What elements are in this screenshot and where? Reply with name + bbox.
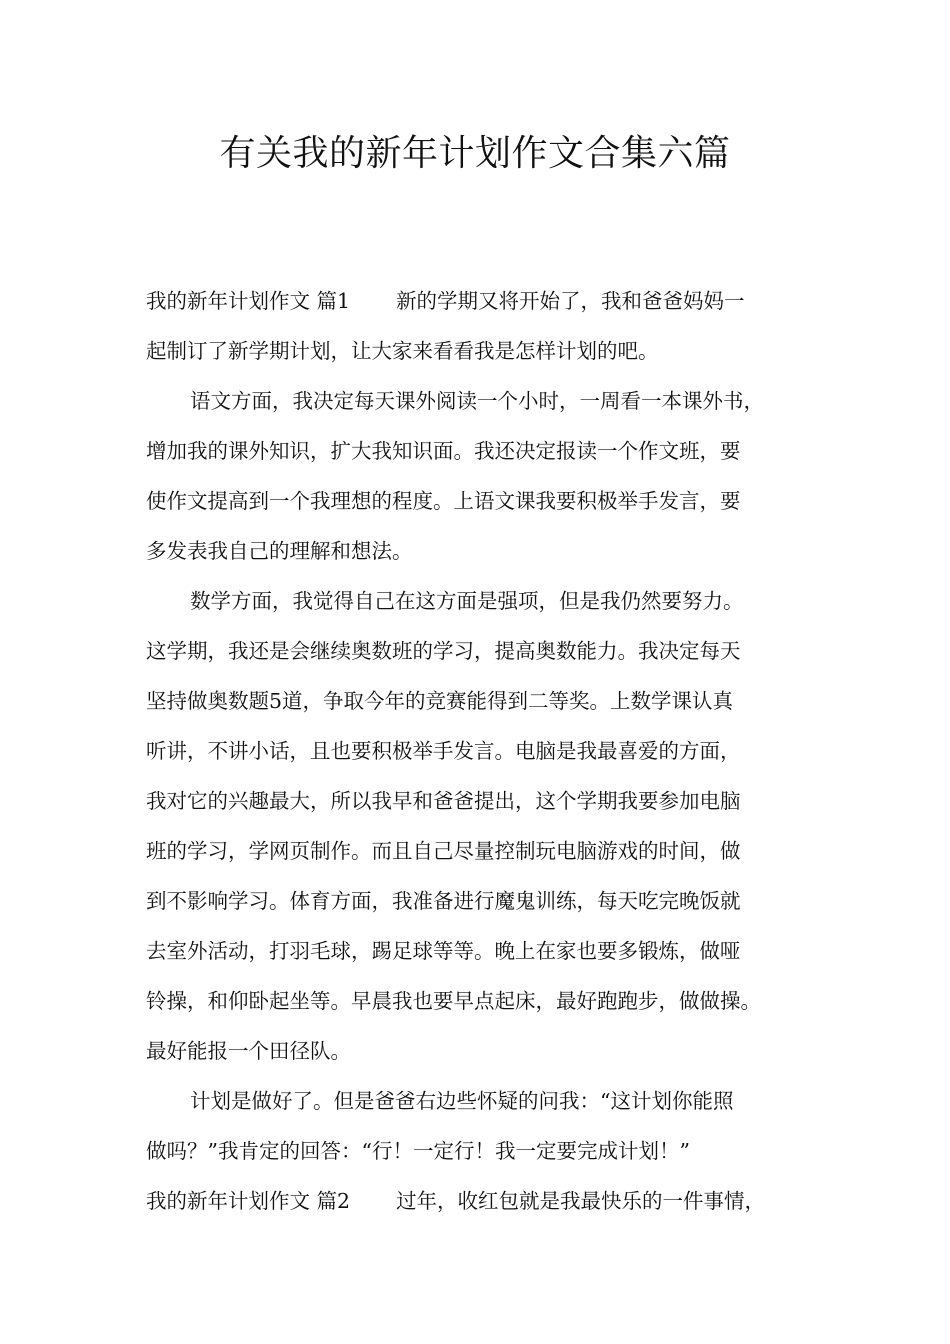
body-line: 听讲，不讲小话，且也要积极举手发言。电脑是我最喜爱的方面，	[146, 739, 741, 763]
body-line: 计划是做好了。但是爸爸右边些怀疑的问我：“这计划你能照	[190, 1089, 734, 1113]
body-line: 我对它的兴趣最大，所以我早和爸爸提出，这个学期我要参加电脑	[146, 789, 741, 813]
body-line	[146, 276, 826, 326]
section-heading: 我的新年计划作文 篇2	[146, 1189, 351, 1213]
body-line: 做吗？”我肯定的回答：“行！一定行！我一定要完成计划！”	[146, 1139, 690, 1163]
body-line: 班的学习，学网页制作。而且自己尽量控制玩电脑游戏的时间，做	[146, 839, 741, 863]
body-line: 起制订了新学期计划，让大家来看看我是怎样计划的吧。	[146, 339, 659, 363]
section-heading: 我的新年计划作文 篇1	[146, 289, 351, 313]
body-line: 铃操，和仰卧起坐等。早晨我也要早点起床，最好跑跑步，做做操。	[146, 989, 761, 1013]
document-body	[146, 276, 826, 1226]
paragraph-text: 过年，收红包就是我最快乐的一件事情，	[396, 1189, 766, 1213]
body-line: 到不影响学习。体育方面，我准备进行魔鬼训练，每天吃完晚饭就	[146, 889, 741, 913]
body-line: 增加我的课外知识，扩大我知识面。我还决定报读一个作文班，要	[146, 439, 741, 463]
body-line: 坚持做奥数题5道，争取今年的竞赛能得到二等奖。上数学课认真	[146, 689, 734, 713]
body-line: 语文方面，我决定每天课外阅读一个小时，一周看一本课外书，	[190, 389, 764, 413]
body-line	[146, 1176, 826, 1226]
body-line: 去室外活动，打羽毛球，踢足球等等。晚上在家也要多锻炼，做哑	[146, 939, 741, 963]
paragraph-text: 新的学期又将开始了，我和爸爸妈妈一	[396, 289, 745, 313]
body-line: 这学期，我还是会继续奥数班的学习，提高奥数能力。我决定每天	[146, 639, 741, 663]
document-title: 有关我的新年计划作文合集六篇	[219, 133, 731, 174]
body-line: 多发表我自己的理解和想法。	[146, 539, 413, 563]
body-line: 使作文提高到一个我理想的程度。上语文课我要积极举手发言，要	[146, 489, 741, 513]
body-line: 数学方面，我觉得自己在这方面是强项，但是我仍然要努力。	[190, 589, 744, 613]
body-line: 最好能报一个田径队。	[146, 1039, 351, 1063]
